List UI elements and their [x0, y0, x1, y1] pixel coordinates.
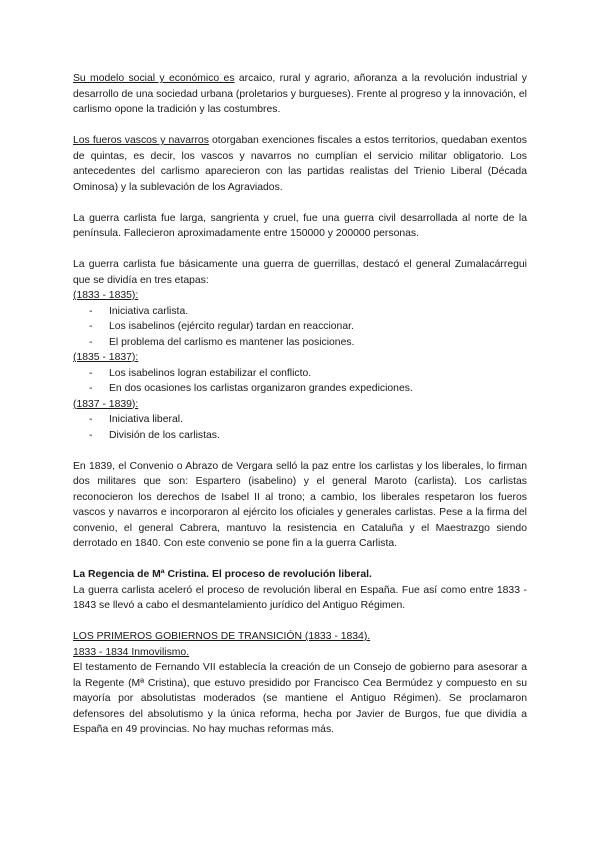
underlined-lead: Su modelo social y económico es	[73, 73, 235, 84]
stage-list	[73, 304, 527, 351]
paragraph-fueros	[73, 133, 527, 195]
paragraph-regencia: La guerra carlista aceleró el proceso de revolución liberal en España. Fue así como entre 1833 - 1843 se llevó a cabo el desmantelamiento jurídico del Antiguo Régimen.	[73, 584, 527, 611]
paragraph-guerra-larga: La guerra carlista fue larga, sangrienta y cruel, fue una guerra civil desarrollada al norte de la península. Fallecieron aproximadamente entre 150000 y 200000 personas.	[73, 212, 527, 239]
list-item: - Iniciativa carlista.	[73, 304, 527, 320]
underlined-lead: Los fueros vascos y navarros	[73, 135, 209, 146]
list-item: - División de los carlistas.	[73, 428, 527, 444]
section-heading-gobiernos: LOS PRIMEROS GOBIERNOS DE TRANSICIÓN (1833 - 1834).	[73, 631, 371, 642]
paragraph-text: arcaico, rural y agrario, añoranza a la revolución industrial y desarrollo de una sociedad urbana (proletarios y burgueses). Frente al progreso y la innovación, el carlismo opone la tradición y las costumbres.	[73, 73, 527, 115]
stage-heading: (1835 - 1837):	[73, 352, 139, 363]
paragraph-modelo-social	[73, 71, 527, 118]
stage-heading: (1833 - 1835):	[73, 290, 139, 301]
list-item: - El problema del carlismo es mantener las posiciones.	[73, 335, 527, 351]
document-body	[73, 71, 527, 738]
list-item: - Los isabelinos (ejército regular) tardan en reaccionar.	[73, 319, 527, 335]
subheading-inmovilismo: 1833 - 1834 Inmovilismo.	[73, 646, 190, 658]
stage-section	[73, 350, 527, 397]
paragraph-text: otorgaban exenciones fiscales a estos territorios, quedaban exentos de quintas, es decir, los vascos y navarros no cumplían el servicio militar obligatorio. Los antecedentes del carlismo aparecieron con las partidas realistas del Trienio Liberal (Década Ominosa) y la sublevación de los Agraviados.	[73, 135, 527, 193]
stage-heading: (1837 - 1839):	[73, 398, 139, 410]
paragraph-testamento: El testamento de Fernando VII establecía la creación de un Consejo de gobierno para asesorar a la Regente (Mª Cristina), que estuvo presidido por Francisco Cea Bermúdez y compuesto en su mayoría por absolutistas moderados (se mantiene el Antiguo Régimen). Se proclamaron defensores del absolutismo y la única reforma, hecha por Javier de Burgos, fue que dividía a España en 49 provincias. No hay muchas reformas más.	[73, 662, 527, 735]
paragraph-vergara: En 1839, el Convenio o Abrazo de Vergara selló la paz entre los carlistas y los liberales, lo firman dos militares que son: Espartero (isabelino) y el general Maroto (carlista). Los carlistas reconocieron los derechos de Isabel II al trono; a cambio, los liberales respetaron los fueros vascos y navarros e incorporaron al ejército los oficiales y generales carlistas. Pese a la firma del convenio, el general Cabrera, mantuvo la resistencia en Cataluña y el Maestrazgo siendo derrotado en 1840. Con este convenio se pone fin a la guerra Carlista.	[73, 460, 527, 549]
stage-section	[73, 288, 527, 350]
list-item: - En dos ocasiones los carlistas organizaron grandes expediciones.	[73, 381, 527, 397]
stage-section	[73, 397, 527, 444]
paragraph-guerrillas: La guerra carlista fue básicamente una guerra de guerrillas, destacó el general Zumalacárregui que se dividía en tres etapas:	[73, 259, 527, 286]
stage-list	[73, 412, 527, 443]
section-heading-regencia: La Regencia de Mª Cristina. El proceso de revolución liberal.	[73, 569, 372, 580]
stage-list	[73, 366, 527, 397]
list-item: - Iniciativa liberal.	[73, 412, 527, 428]
list-item: - Los isabelinos logran estabilizar el conflicto.	[73, 366, 527, 382]
